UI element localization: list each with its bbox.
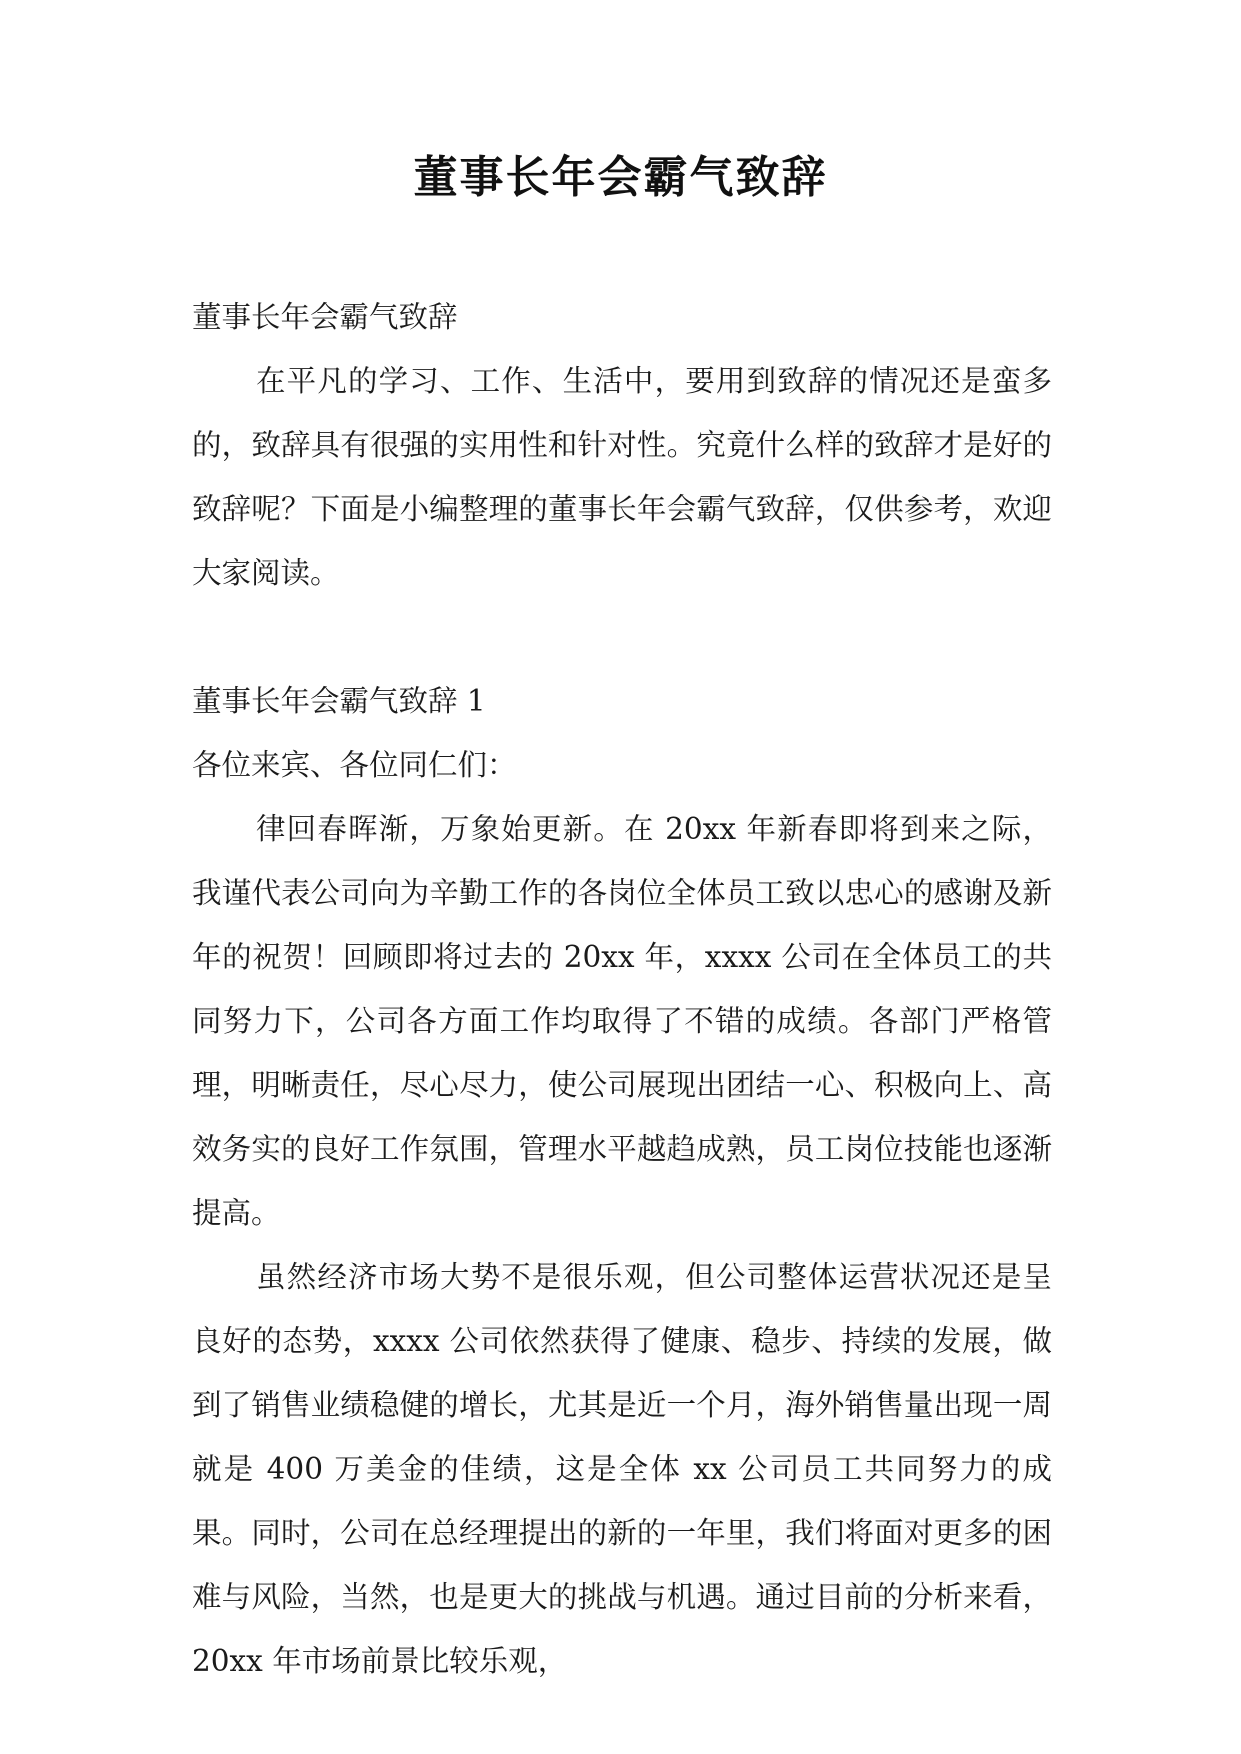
document-subtitle: 董事长年会霸气致辞 — [192, 300, 458, 334]
intro-paragraph: 在平凡的学习、工作、生活中，要用到致辞的情况还是蛮多的，致辞具有很强的实用性和针对性。究竟什么样的致辞才是好的致辞呢？下面是小编整理的董事长年会霸气致辞，仅供参考，欢迎大家阅读。 — [192, 364, 1052, 590]
section-heading: 董事长年会霸气致辞 1 — [192, 684, 486, 718]
paragraph-spacer — [192, 605, 1052, 669]
document-body — [192, 285, 1052, 1693]
body-paragraph-2: 虽然经济市场大势不是很乐观，但公司整体运营状况还是呈良好的态势，xxxx 公司依然获得了健康、稳步、持续的发展，做到了销售业绩稳健的增长，尤其是近一个月，海外销售量出现一周就是 400 万美金的佳绩，这是全体 xx 公司员工共同努力的成果。同时，公司在总经理提出的新的一年里，我们将面对更多的困难与风险，当然，也是更大的挑战与机遇。通过目前的分析来看，20xx 年市场前景比较乐观， — [192, 1260, 1052, 1678]
greeting-line: 各位来宾、各位同仁们： — [192, 748, 517, 782]
body-paragraph-1: 律回春晖渐，万象始更新。在 20xx 年新春即将到来之际，我谨代表公司向为辛勤工作的各岗位全体员工致以忠心的感谢及新年的祝贺！回顾即将过去的 20xx 年，xxxx 公司在全体员工的共同努力下，公司各方面工作均取得了不错的成绩。各部门严格管理，明晰责任，尽心尽力，使公司展现出团结一心、积极向上、高效务实的良好工作氛围，管理水平越趋成熟，员工岗位技能也逐渐提高。 — [192, 812, 1052, 1230]
document-title: 董事长年会霸气致辞 — [413, 152, 828, 203]
